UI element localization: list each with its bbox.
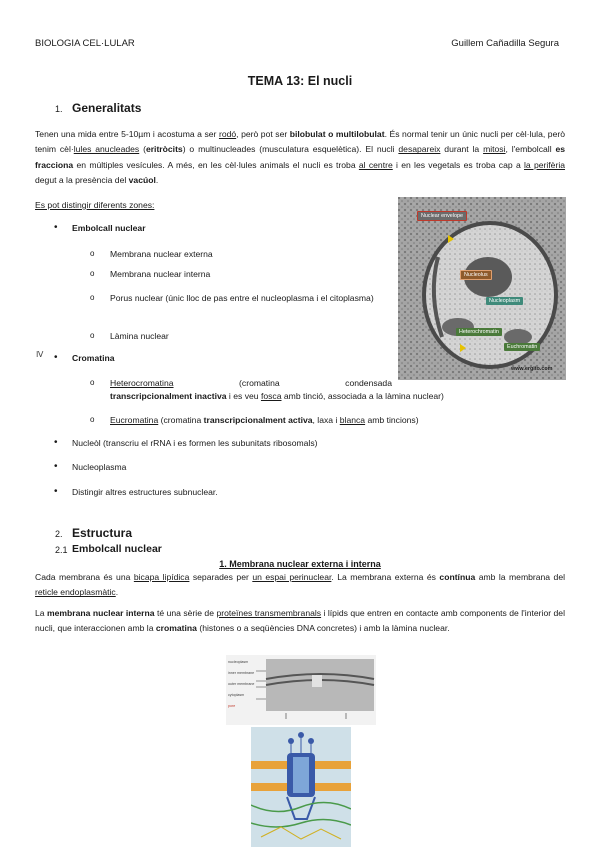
sub-item-eucromatina: o Eucromatina (cromatina transcripcionalment activa, laxa i blanca amb tincions): [90, 415, 419, 425]
list-item-altres: • Distingir altres estructures subnuclear.: [54, 486, 218, 497]
label-euchromatin: Euchromatin: [504, 343, 540, 351]
label-nucleoplasm: Nucleoplasm: [486, 297, 523, 305]
micrograph-drawing: [398, 197, 566, 380]
list-item-nucleol: • Nucleòl (transcriu el rRNA i es formen les subunitats ribosomals): [54, 437, 318, 448]
nuclear-pore-drawing: [251, 727, 351, 847]
subsubsection-heading: 1. Membrana nuclear externa i interna: [219, 559, 381, 569]
nuclear-pore-figure: [251, 727, 351, 847]
section2-number: 2.: [55, 529, 63, 539]
sub-item: o Membrana nuclear externa: [90, 249, 213, 259]
generalitats-paragraph: Tenen una mida entre 5-10µm i acostuma a ser rodó, però pot ser bilobulat o multilobulat. És normal tenir un únic nucli per cèl·lula, però tenim cèl·lules anucleades (eritròcits) o multinucleades (musculatura esquelètica). El nucli desapareix durant la mitosi, l'embolcall es fracciona en múltiples vesícules. A més, en les cèl·lules animals el nucli es troba al centre i en les vegetals es troba cap a la perifèria degut a la presència del vacúol.: [35, 129, 566, 186]
bullet-icon: •: [54, 437, 58, 448]
list-item-embolcall: • Embolcall nuclear: [54, 222, 146, 233]
header-author: Guillem Cañadilla Segura: [451, 38, 559, 49]
bullet-icon: •: [54, 222, 58, 233]
subsection-number: 2.1: [55, 545, 68, 555]
circle-bullet-icon: o: [90, 269, 95, 278]
circle-bullet-icon: o: [90, 415, 95, 424]
bullet-icon: •: [54, 486, 58, 497]
em-labels: nucleoplasm inner membrane outer membrane cytoplasm pore: [228, 660, 255, 708]
circle-bullet-icon: o: [90, 378, 95, 387]
sub-item: o Porus nuclear (únic lloc de pas entre el nucleoplasma i el citoplasma): [90, 293, 374, 303]
bullet-icon: •: [54, 352, 58, 363]
section2-heading: Estructura: [72, 526, 133, 540]
nucleus-micrograph: [398, 197, 566, 380]
margin-mark: Ⅳ: [36, 350, 44, 359]
sub-item: o Membrana nuclear interna: [90, 269, 211, 279]
header-subject: BIOLOGIA CEL·LULAR: [35, 38, 135, 49]
zones-intro: Es pot distingir diferents zones:: [35, 200, 155, 210]
list-item-nucleoplasma: • Nucleoplasma: [54, 461, 127, 472]
subsection-heading: Embolcall nuclear: [72, 543, 162, 555]
circle-bullet-icon: o: [90, 249, 95, 258]
membrana-paragraph-1: Cada membrana és una bicapa lipídica separades per un espai perinuclear. La membrana externa és contínua amb la membrana del reticle endoplasmàtic.: [35, 572, 566, 598]
membrana-paragraph-2: La membrana nuclear interna té una sèrie de proteïnes transmembranals i lípids que entren en contacte amb components de l'interior del nucli, que interaccionen amb la cromatina (histones o a seqüències DNA concretes) i amb la làmina nuclear.: [35, 608, 565, 634]
label-nuclear-envelope: Nuclear envelope: [417, 211, 467, 221]
label-nucleolus: Nucleolus: [460, 270, 492, 280]
sub-item: o Làmina nuclear: [90, 331, 169, 341]
bullet-icon: •: [54, 461, 58, 472]
page-title: TEMA 13: El nucli: [247, 74, 353, 88]
sub-item-heterocromatina: o Heterocromatina (cromatina condensada transcripcionalment inactiva i es veu fosca amb tinció, associada a la làmina nuclear): [90, 378, 444, 401]
envelope-em-figure: [226, 655, 376, 725]
list-item-cromatina: • Cromatina: [54, 352, 115, 363]
circle-bullet-icon: o: [90, 293, 95, 302]
section1-number: 1.: [55, 104, 63, 114]
section1-heading: Generalitats: [72, 101, 142, 115]
label-heterochromatin: Heterochromatin: [456, 328, 502, 336]
watermark: www.ergito.com: [511, 366, 553, 372]
circle-bullet-icon: o: [90, 331, 95, 340]
